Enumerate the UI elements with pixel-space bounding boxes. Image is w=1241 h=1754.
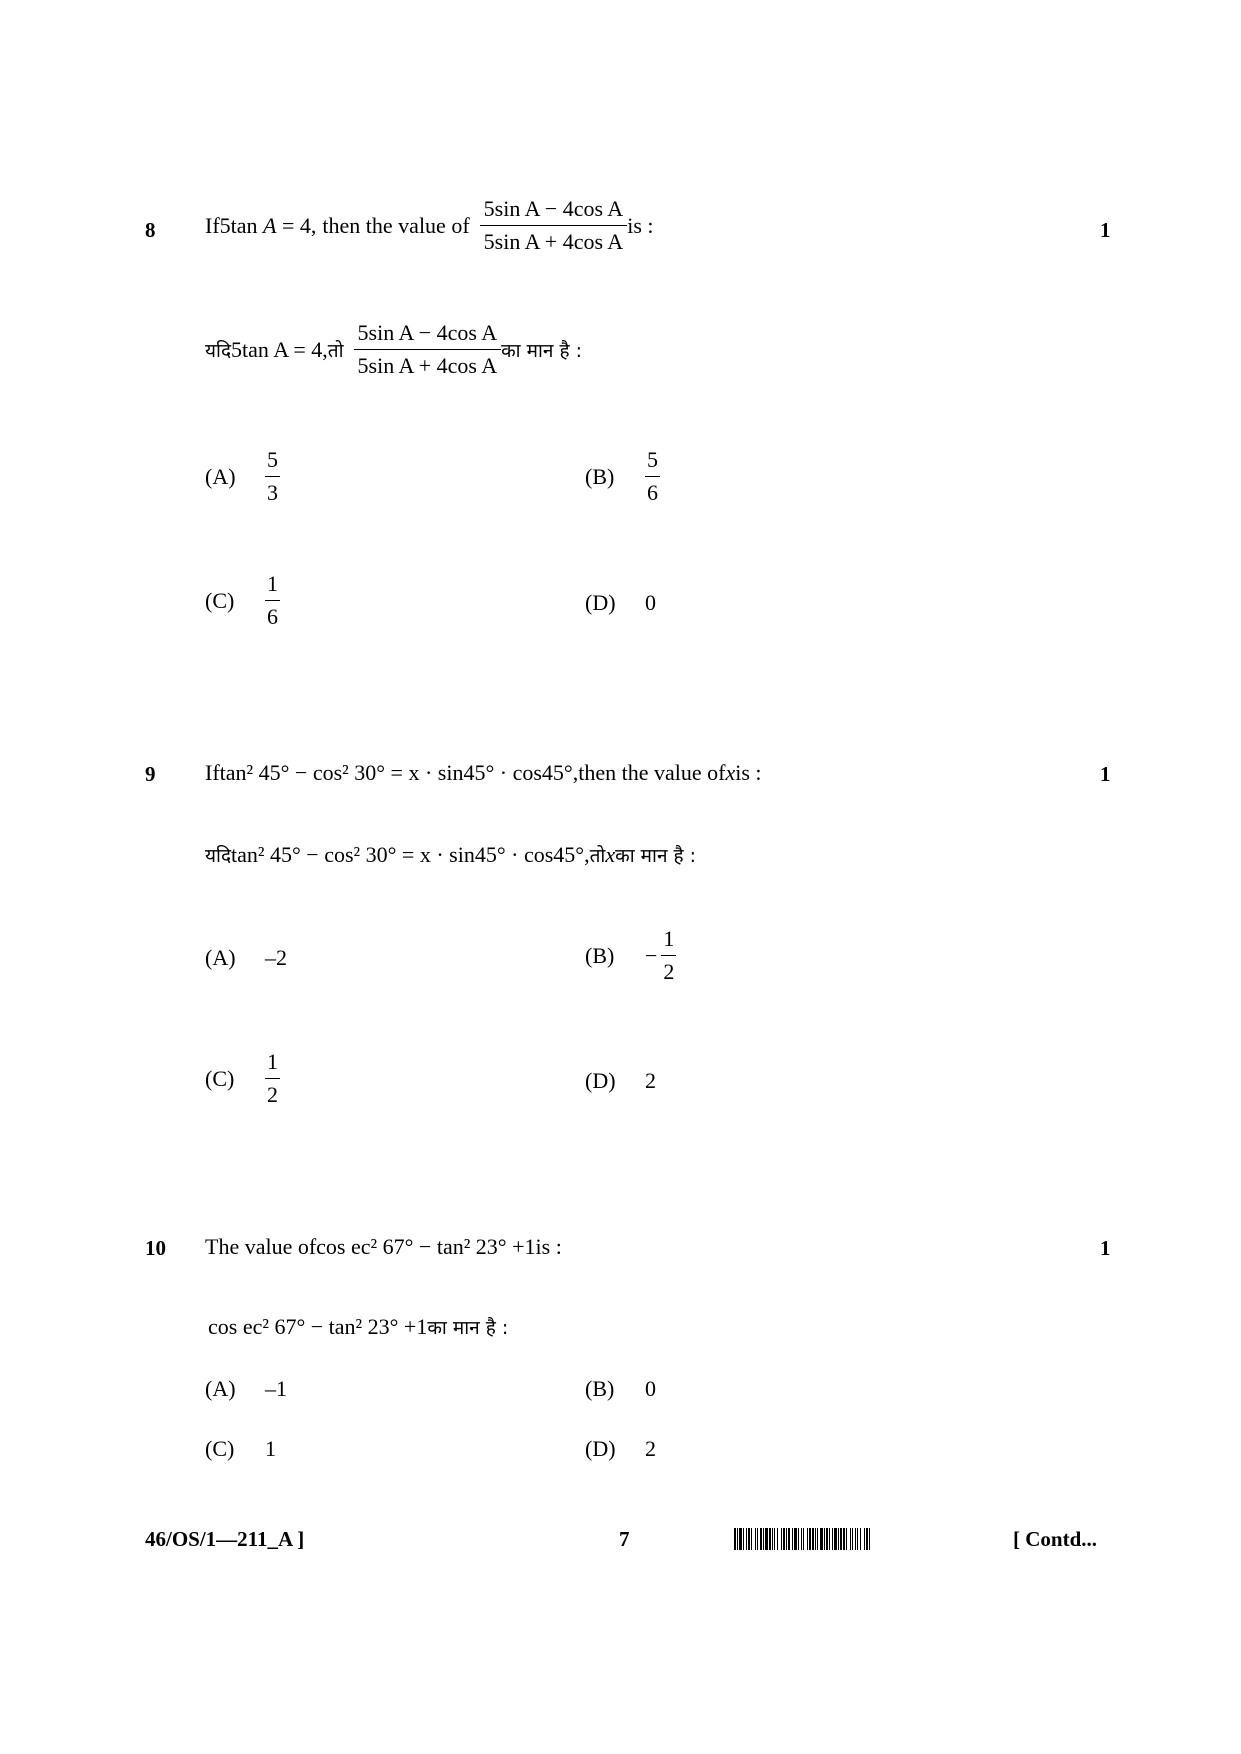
q9-option-c-num: 1 (265, 1049, 280, 1079)
question-number-8: 8 (145, 218, 156, 242)
q9-hi-pre: यदि (205, 845, 232, 867)
q8-option-d (585, 590, 656, 616)
q10-en-expression: cos ec² 67° − tan² 23° +1 (316, 1234, 536, 1259)
q9-english-stem (205, 760, 762, 786)
q10-option-b (585, 1376, 656, 1402)
q10-en-pre: The value of (205, 1234, 317, 1259)
footer-paper-code: 46/OS/1—211_A ] (145, 1527, 305, 1551)
q10-english-stem (205, 1234, 562, 1260)
q8-en-eq-rhs: = 4, (282, 212, 317, 238)
q8-en-mid: then the value of (322, 212, 470, 238)
q9-en-expression: tan² 45° − cos² 30° = x · sin45° · cos45°, (219, 760, 579, 785)
q10-option-b-label: (B) (585, 1376, 615, 1401)
q9-option-a (205, 945, 287, 971)
q8-hi-eq: 5tan A = 4, (231, 336, 328, 362)
q8-en-post: is : (627, 212, 654, 238)
marks-q9: 1 (1100, 762, 1111, 786)
footer-page-number: 7 (619, 1527, 630, 1551)
question-number-10: 10 (145, 1236, 166, 1260)
marks-q8: 1 (1100, 218, 1111, 242)
q10-hi-post: का मान है : (427, 1317, 509, 1339)
q9-option-b-sign: − (645, 942, 658, 968)
footer-contd: [ Contd... (1013, 1527, 1098, 1551)
q8-option-b-label: (B) (585, 463, 615, 489)
q9-hindi-stem (205, 842, 696, 868)
q8-en-frac-num: 5sin A − 4cos A (480, 196, 628, 226)
q8-hindi-stem (205, 320, 582, 379)
q9-en-var: x (725, 760, 736, 785)
q10-option-a-value: –1 (265, 1376, 287, 1401)
q8-option-b-num: 5 (645, 447, 660, 477)
q9-en-end: is : (735, 760, 762, 785)
q10-option-c (205, 1436, 276, 1462)
q8-en-if: If (205, 212, 220, 238)
q8-hi-frac-num: 5sin A − 4cos A (354, 320, 502, 350)
q9-option-c-label: (C) (205, 1065, 235, 1091)
question-number-9: 9 (145, 762, 156, 786)
q8-hi-fraction (354, 320, 502, 379)
q9-option-a-label: (A) (205, 945, 236, 970)
q8-english-stem (205, 196, 654, 255)
q9-option-c (205, 1049, 280, 1108)
q8-hi-mid: तो (327, 339, 344, 362)
q9-hi-var: x (605, 842, 616, 867)
q8-option-c-label: (C) (205, 587, 235, 613)
q10-hindi-stem (208, 1314, 508, 1340)
q10-hi-expression: cos ec² 67° − tan² 23° +1 (208, 1314, 428, 1339)
q9-option-b (585, 926, 676, 985)
q9-option-c-den: 2 (267, 1082, 278, 1107)
q8-option-a-label: (A) (205, 463, 236, 489)
q9-option-d (585, 1068, 656, 1094)
q8-en-eq-lhs: 5tan (219, 212, 258, 238)
q8-hi-pre: यदि (205, 339, 232, 362)
q8-option-d-label: (D) (585, 590, 616, 615)
q8-hi-post: का मान है : (501, 339, 583, 362)
barcode (734, 1528, 871, 1550)
q8-option-a-num: 5 (265, 447, 280, 477)
q9-option-b-den: 2 (663, 959, 675, 984)
q8-en-fraction (480, 196, 628, 255)
q8-option-d-value: 0 (645, 590, 656, 615)
q9-option-b-label: (B) (585, 942, 615, 968)
q10-option-c-value: 1 (265, 1436, 276, 1461)
q8-option-c-den: 6 (267, 604, 278, 629)
q10-option-c-label: (C) (205, 1436, 235, 1461)
q8-option-a (205, 447, 280, 506)
barcode-bars (734, 1528, 871, 1550)
q8-hi-frac-den: 5sin A + 4cos A (357, 353, 498, 378)
q9-hi-expression: tan² 45° − cos² 30° = x · sin45° · cos45°, (231, 842, 590, 867)
q8-option-a-den: 3 (267, 480, 278, 505)
q10-option-d-value: 2 (645, 1436, 656, 1461)
q9-option-d-label: (D) (585, 1068, 616, 1093)
q9-option-a-value: –2 (265, 945, 287, 970)
q9-en-post: then the value of (578, 760, 726, 785)
q8-en-eq-var: A (263, 212, 277, 238)
q10-option-a-label: (A) (205, 1376, 236, 1401)
q10-option-a (205, 1376, 287, 1402)
q10-en-post: is : (535, 1234, 562, 1259)
q9-hi-post: का मान है : (615, 845, 697, 867)
q10-option-b-value: 0 (645, 1376, 656, 1401)
q9-option-d-value: 2 (645, 1068, 656, 1093)
q8-option-c-num: 1 (265, 571, 280, 601)
marks-q10: 1 (1100, 1236, 1111, 1260)
q10-option-d (585, 1436, 656, 1462)
q10-option-d-label: (D) (585, 1436, 616, 1461)
q8-option-b-den: 6 (647, 480, 658, 505)
q9-option-b-num: 1 (661, 926, 676, 956)
q8-en-frac-den: 5sin A + 4cos A (483, 229, 624, 254)
q9-en-if: If (205, 760, 220, 785)
q9-hi-mid: तो (589, 845, 606, 867)
q8-option-c (205, 571, 280, 630)
q8-option-b (585, 447, 660, 506)
